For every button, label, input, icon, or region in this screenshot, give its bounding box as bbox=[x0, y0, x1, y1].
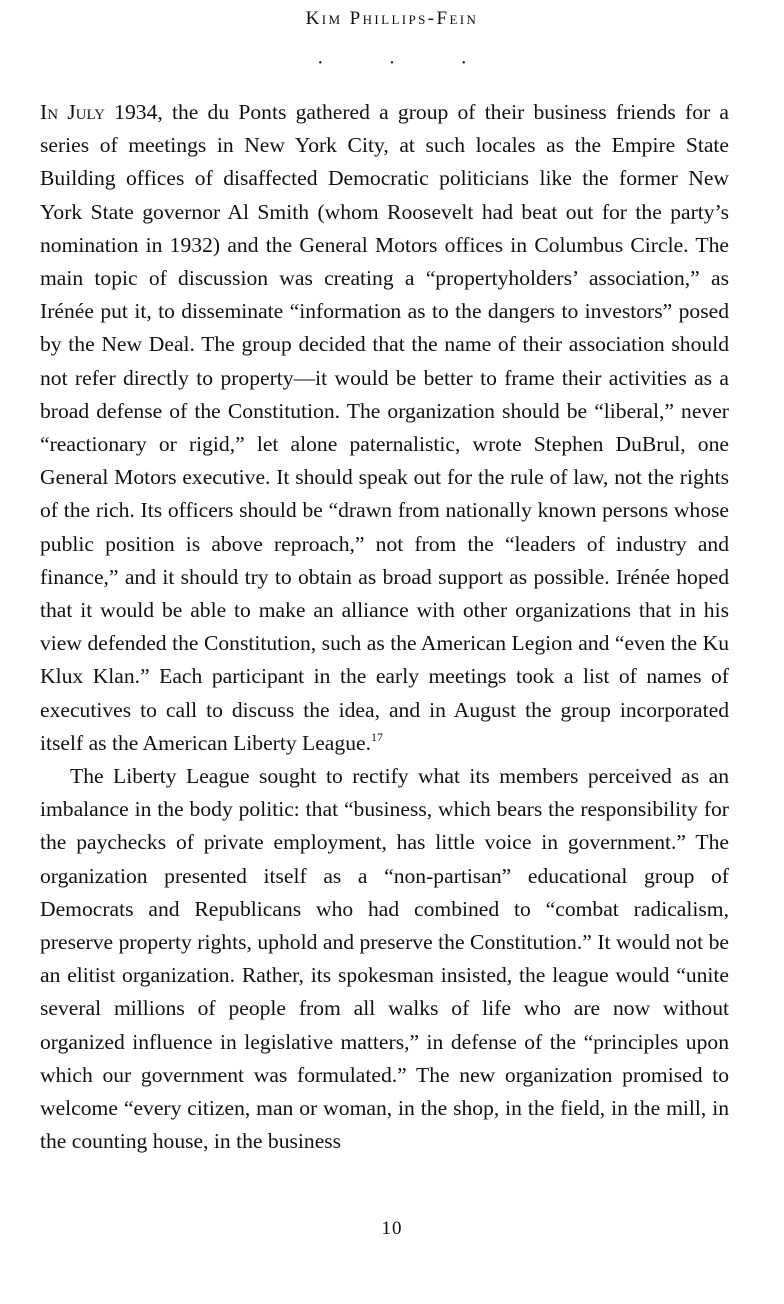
paragraph-2: The Liberty League sought to rectify what its members perceived as an imbalance in the body politic: that “business, which bears the responsibility for the paychecks of private employment, has little voice in government.” The organization presented itself as a “non-partisan” educational group of Democrats and Republicans who had combined to “combat radicalism, preserve property rights, uphold and preserve the Constitution.” It would not be an elitist organization. Rather, its spokesman insisted, the league would “unite several millions of people from all walks of life who are now without organized influence in legislative matters,” in defense of the “principles upon which our government was formulated.” The new organization promised to welcome “every citizen, man or woman, in the shop, in the field, in the mill, in the counting house, in the business bbox=[40, 764, 729, 1154]
body-text bbox=[40, 96, 729, 1159]
section-break-ornament: · · · bbox=[317, 52, 497, 74]
paragraph-1-lead-in: In July bbox=[40, 100, 105, 124]
page-number: 10 bbox=[381, 1218, 403, 1239]
paragraph-1-text: 1934, the du Ponts gathered a group of their business friends for a series of meetings in New York City, at such locales as the Empire State Building offices of disaffected Democratic politicians like the former New York State governor Al Smith (whom Roosevelt had beat out for the party’s nomination in 1932) and the General Motors offices in Columbus Circle. The main topic of discussion was creating a “propertyholders’ association,” as Irénée put it, to disseminate “information as to the dangers to investors” posed by the New Deal. The group decided that the name of their association should not refer directly to property—it would be better to frame their activities as a broad defense of the Constitution. The organization should be “liberal,” never “reactionary or rigid,” let alone paternalistic, wrote Stephen DuBrul, one General Motors executive. It should speak out for the rule of law, not the rights of the rich. Its officers should be “drawn from nationally known persons whose public position is above reproach,” not from the “leaders of industry and finance,” and it should try to obtain as broad support as possible. Irénée hoped that it would be able to make an alliance with other organizations that in his view defended the Constitution, such as the American Legion and “even the Ku Klux Klan.” Each participant in the early meetings took a list of names of executives to call to discuss the idea, and in August the group incorporated itself as the American Liberty League. bbox=[40, 100, 729, 755]
running-head: Kim Phillips-Fein bbox=[305, 8, 479, 29]
paragraph-1 bbox=[40, 96, 729, 760]
footnote-reference: 17 bbox=[370, 729, 383, 744]
